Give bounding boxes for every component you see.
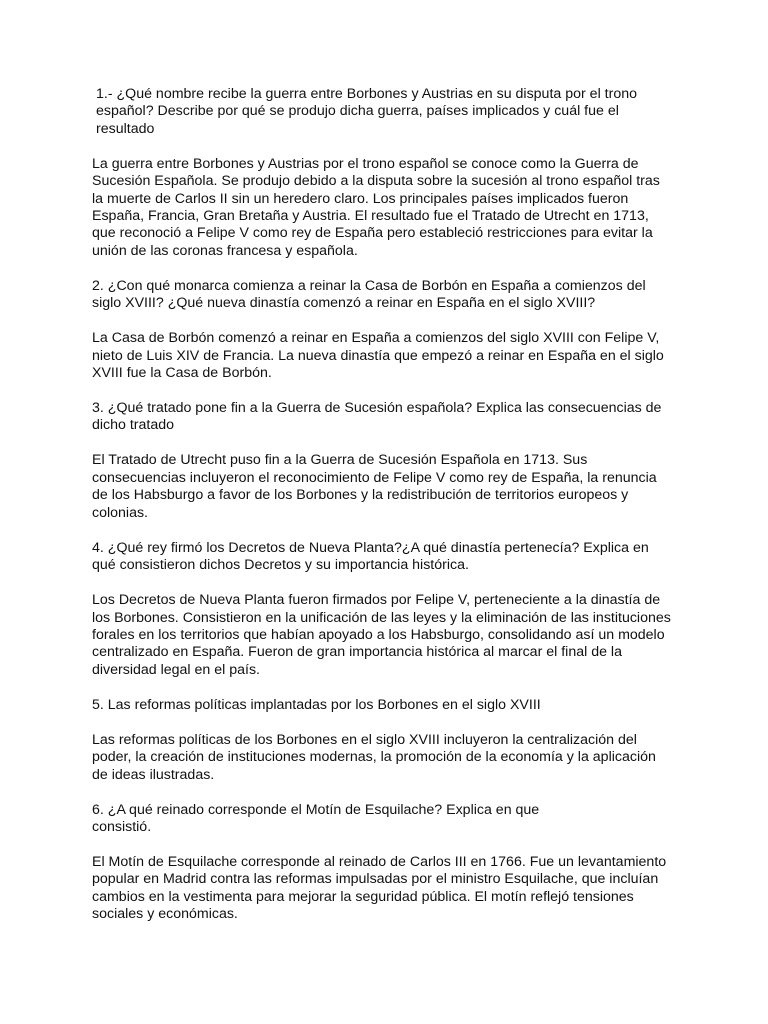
- answer-3: El Tratado de Utrecht puso fin a la Guerra de Sucesión Española en 1713. Sus consecuencias incluyeron el reconocimiento de Felipe V como rey de España, la renuncia de los Habsburgo a favor de los Borbones y la redistribución de territorios europeos y colonias.: [92, 452, 657, 521]
- answer-6: El Motín de Esquilache corresponde al reinado de Carlos III en 1766. Fue un levantamiento popular en Madrid contra las reformas impulsadas por el ministro Esquilache, que incluían cambios en la vestimenta para mejorar la seguridad pública. El motín reflejó tensiones sociales y económicas.: [92, 853, 667, 923]
- question-2: 2. ¿Con qué monarca comienza a reinar la Casa de Borbón en España a comienzos del siglo XVIII? ¿Qué nueva dinastía comenzó a reinar en España en el siglo XVIII?: [92, 277, 646, 312]
- question-6: 6. ¿A qué reinado corresponde el Motín de Esquilache? Explica en que consistió.: [92, 801, 540, 835]
- question-5: 5. Las reformas políticas implantadas por los Borbones en el siglo XVIII: [92, 696, 541, 713]
- question-3: 3. ¿Qué tratado pone fin a la Guerra de Sucesión española? Explica las consecuencias de dicho tratado: [92, 400, 662, 434]
- document-page: [92, 86, 692, 941]
- answer-5: Las reformas políticas de los Borbones en el siglo XVIII incluyeron la centralización del poder, la creación de instituciones modernas, la promoción de la economía y la aplicación de ideas ilustradas.: [92, 731, 656, 783]
- question-1: 1.- ¿Qué nombre recibe la guerra entre Borbones y Austrias en su disputa por el trono español? Describe por qué se produjo dicha guerra, países implicados y cuál fue el resultado: [96, 86, 637, 137]
- question-4: 4. ¿Qué rey firmó los Decretos de Nueva Planta?¿A qué dinastía pertenecía? Explica en qué consistieron dichos Decretos y su importancia histórica.: [92, 539, 649, 574]
- answer-1: La guerra entre Borbones y Austrias por el trono español se conoce como la Guerra de Sucesión Española. Se produjo debido a la disputa sobre la sucesión al trono español tras la muerte de Carlos II sin un heredero claro. Los principales países implicados fueron España, Francia, Gran Bretaña y Austria. El resultado fue el Tratado de Utrecht en 1713, que reconoció a Felipe V como rey de España pero estableció restricciones para evitar la unión de las coronas francesa y española.: [92, 155, 660, 259]
- answer-2: La Casa de Borbón comenzó a reinar en España a comienzos del siglo XVIII con Felipe V, nieto de Luis XIV de Francia. La nueva dinastía que empezó a reinar en España en el siglo XVIII fue la Casa de Borbón.: [92, 330, 664, 382]
- answer-4: Los Decretos de Nueva Planta fueron firmados por Felipe V, perteneciente a la dinastía de los Borbones. Consistieron en la unificación de las leyes y la eliminación de las instituciones forales en los territorios que habían apoyado a los Habsburgo, consolidando así un modelo centralizado en España. Fueron de gran importancia histórica al marcar el final de la diversidad legal en el país.: [92, 592, 671, 678]
